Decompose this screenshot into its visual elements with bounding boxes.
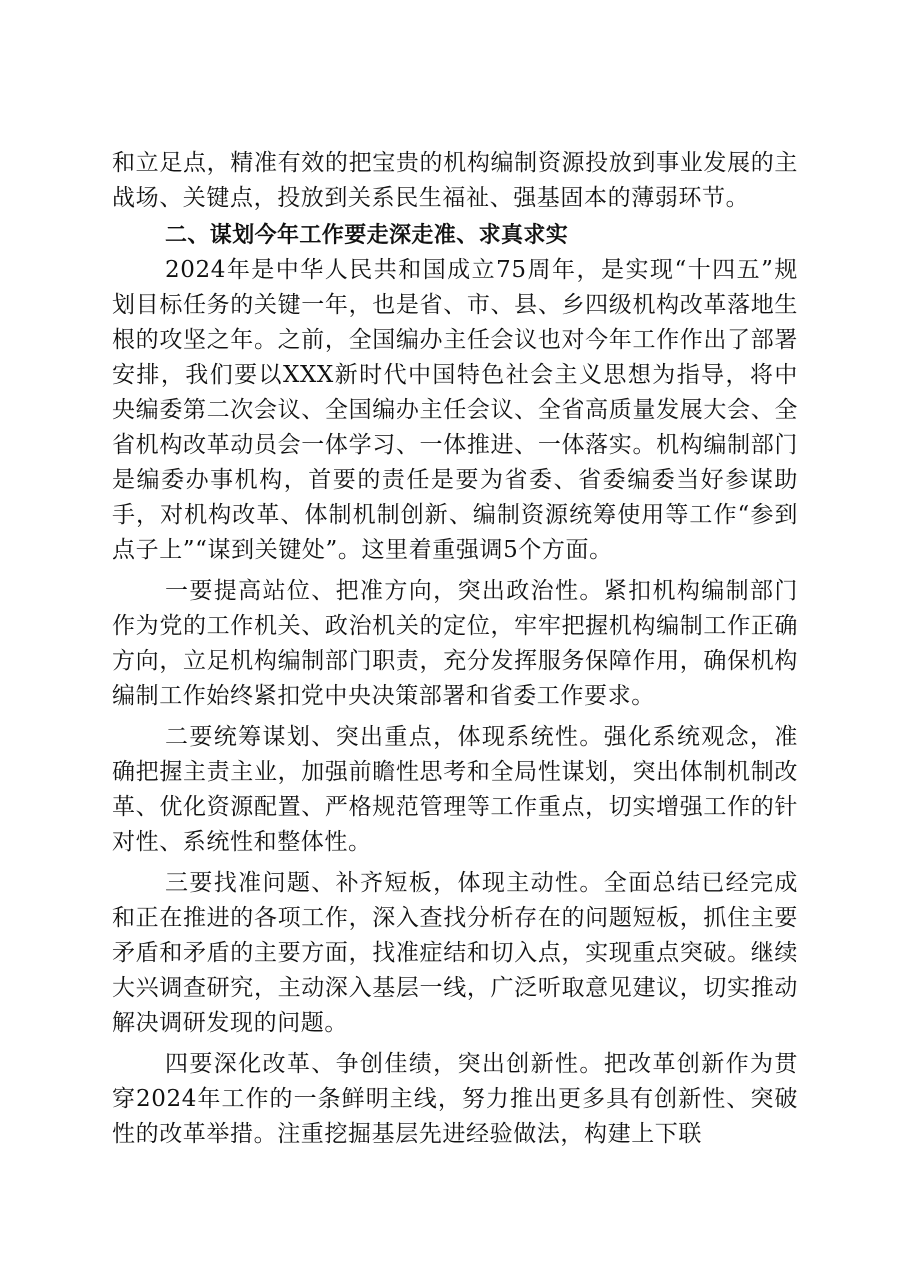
- document-body: [112, 146, 798, 1152]
- paragraph-point-one: 一要提高站位、把准方向，突出政治性。紧扣机构编制部门作为党的工作机关、政治机关的定位，牢牢把握机构编制工作正确方向，立足机构编制部门职责，充分发挥服务保障作用，确保机构编制工作始终紧扣党中央决策部署和省委工作要求。: [112, 578, 798, 709]
- paragraph-point-four: 四要深化改革、争创佳绩，突出创新性。把改革创新作为贯穿2024年工作的一条鲜明主线，努力推出更多具有创新性、突破性的改革举措。注重挖掘基层先进经验做法，构建上下联: [112, 1051, 798, 1147]
- paragraph-continuation: 和立足点，精准有效的把宝贵的机构编制资源投放到事业发展的主战场、关键点，投放到关系民生福祉、强基固本的薄弱环节。: [112, 150, 798, 211]
- paragraph-point-two: 二要统筹谋划、突出重点，体现系统性。强化系统观念，准确把握主责主业，加强前瞻性思考和全局性谋划，突出体制机制改革、优化资源配置、严格规范管理等工作重点，切实增强工作的针对性、系统性和整体性。: [112, 724, 798, 855]
- section-heading: 二、谋划今年工作要走深走准、求真求实: [165, 223, 569, 248]
- paragraph-point-three: 三要找准问题、补齐短板，体现主动性。全面总结已经完成和正在推进的各项工作，深入查找分析存在的问题短板，抓住主要矛盾和矛盾的主要方面，找准症结和切入点，实现重点突破。继续大兴调查研究，主动深入基层一线，广泛听取意见建议，切实推动解决调研发现的问题。: [112, 870, 798, 1036]
- paragraph-2024-overview: 2024年是中华人民共和国成立75周年，是实现“十四五”规划目标任务的关键一年，也是省、市、县、乡四级机构改革落地生根的攻坚之年。之前，全国编办主任会议也对今年工作作出了部署安排，我们要以XXX新时代中国特色社会主义思想为指导，将中央编委第二次会议、全国编办主任会议、全省高质量发展大会、全省机构改革动员会一体学习、一体推进、一体落实。机构编制部门是编委办事机构，首要的责任是要为省委、省委编委当好参谋助手，对机构改革、体制机制创新、编制资源统筹使用等工作“参到点子上”“谋到关键处”。这里着重强调5个方面。: [112, 257, 798, 563]
